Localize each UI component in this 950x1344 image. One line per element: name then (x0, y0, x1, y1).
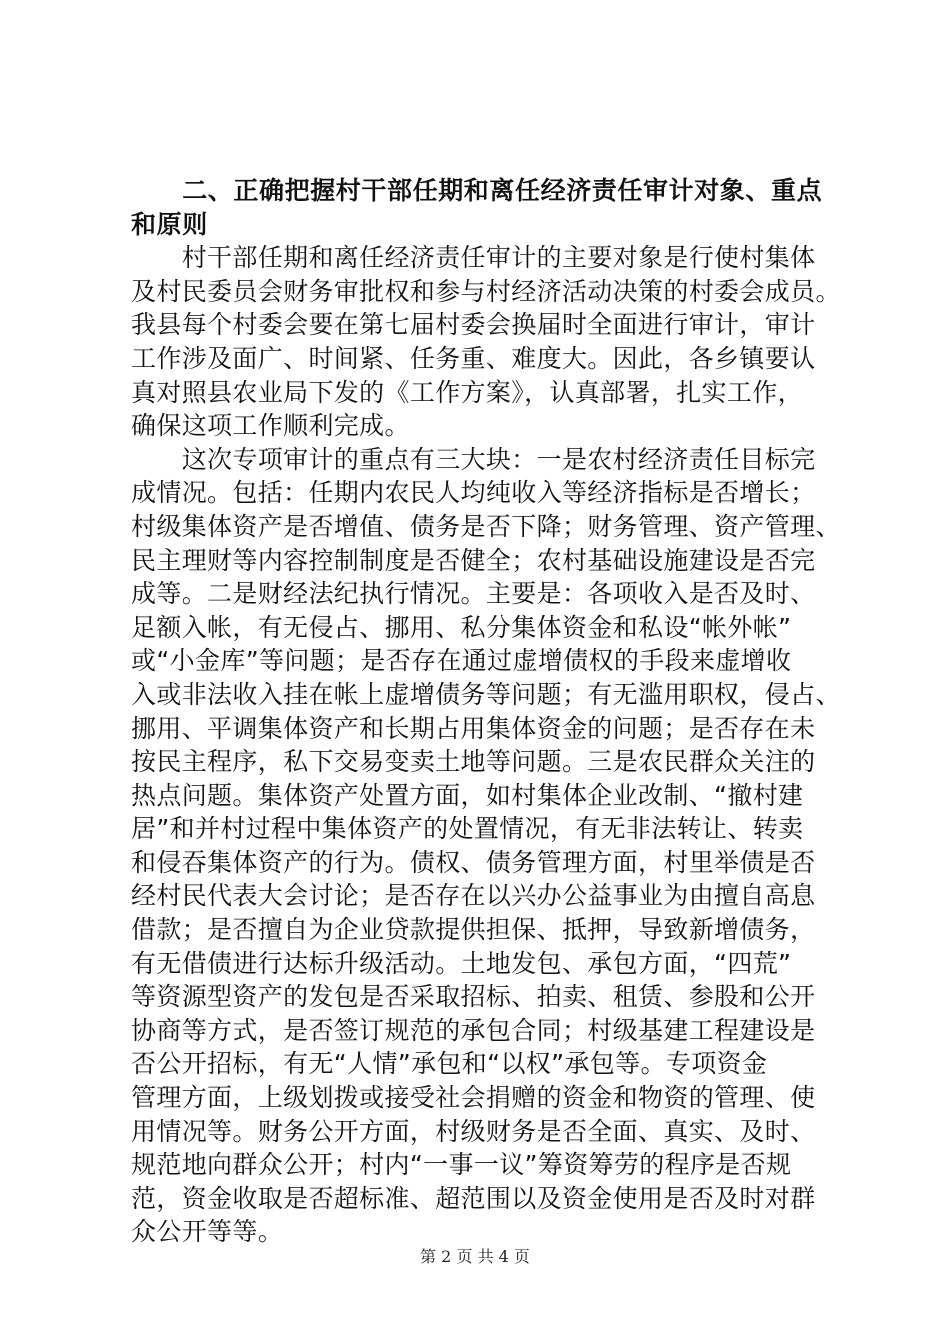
paragraph-line: 经村民代表大会讨论；是否存在以兴办公益事业为由擅自高息 (131, 881, 816, 911)
paragraph-line: 用情况等。财务公开方面，村级财务是否全面、真实、及时、 (131, 1116, 816, 1146)
paragraph-line: 挪用、平调集体资产和长期占用集体资金的问题；是否存在未 (131, 713, 816, 743)
paragraph-line: 协商等方式，是否签订规范的承包合同；村级基建工程建设是 (131, 1015, 816, 1045)
paragraph-line: 和侵吞集体资产的行为。债权、债务管理方面，村里举债是否 (131, 847, 816, 877)
document-body (131, 174, 843, 1249)
paragraph-line: 成等。二是财经法纪执行情况。主要是：各项收入是否及时、 (131, 579, 816, 609)
paragraph-line: 众公开等等。 (131, 1217, 284, 1247)
paragraph-line: 成情况。包括：任期内农民人均纯收入等经济指标是否增长； (131, 478, 816, 508)
paragraph-line: 入或非法收入挂在帐上虚增债务等问题；有无滥用职权，侵占、 (131, 679, 841, 709)
paragraph-line: 工作涉及面广、时间紧、任务重、难度大。因此，各乡镇要认 (131, 343, 816, 373)
paragraph-line: 否公开招标，有无“人情”承包和“以权”承包等。专项资金 (131, 1049, 768, 1079)
paragraph-line: 或“小金库”等问题；是否存在通过虚增债权的手段来虚增收 (131, 646, 792, 676)
section-heading (131, 174, 843, 241)
paragraph-line: 居”和并村过程中集体资产的处置情况，有无非法转让、转卖 (131, 814, 804, 844)
paragraph-line: 这次专项审计的重点有三大块：一是农村经济责任目标完 (131, 444, 816, 474)
paragraph-line: 村干部任期和离任经济责任审计的主要对象是行使村集体 (131, 243, 816, 273)
paragraph-line: 有无借债进行达标升级活动。土地发包、承包方面，“四荒” (131, 948, 792, 978)
paragraph-line: 民主理财等内容控制制度是否健全；农村基础设施建设是否完 (131, 545, 816, 575)
paragraph-line: 等资源型资产的发包是否采取招标、拍卖、租赁、参股和公开 (131, 982, 816, 1012)
paragraph-line: 热点问题。集体资产处置方面，如村集体企业改制、“撤村建 (131, 780, 804, 810)
paragraph-line: 我县每个村委会要在第七届村委会换届时全面进行审计，审计 (131, 310, 816, 340)
heading-line: 二、正确把握村干部任期和离任经济责任审计对象、重点 (131, 176, 823, 205)
paragraph-line: 规范地向群众公开；村内“一事一议”筹资筹劳的程序是否规 (131, 1150, 792, 1180)
paragraph-line: 管理方面，上级划拨或接受社会捐赠的资金和物资的管理、使 (131, 1083, 816, 1113)
paragraph-line: 足额入帐，有无侵占、挪用、私分集体资金和私设“帐外帐” (131, 612, 792, 642)
paragraph-line: 按民主程序，私下交易变卖土地等问题。三是农民群众关注的 (131, 747, 816, 777)
paragraph-line: 确保这项工作顺利完成。 (131, 411, 410, 441)
heading-line: 和原则 (131, 209, 208, 239)
paragraph-line: 借款；是否擅自为企业贷款提供担保、抵押，导致新增债务， (131, 915, 816, 945)
paragraph-line: 村级集体资产是否增值、债务是否下降；财务管理、资产管理、 (131, 511, 841, 541)
paragraph-line: 范，资金收取是否超标准、超范围以及资金使用是否及时对群 (131, 1183, 816, 1213)
paragraph-audit-targets (131, 241, 843, 443)
page-footer (0, 1247, 950, 1267)
paragraph-line: 真对照县农业局下发的《工作方案》，认真部署，扎实工作， (131, 377, 803, 407)
page-number-label: 第 2 页 共 4 页 (420, 1247, 530, 1266)
paragraph-audit-focus (131, 443, 843, 1249)
paragraph-line: 及村民委员会财务审批权和参与村经济活动决策的村委会成员。 (131, 276, 841, 306)
